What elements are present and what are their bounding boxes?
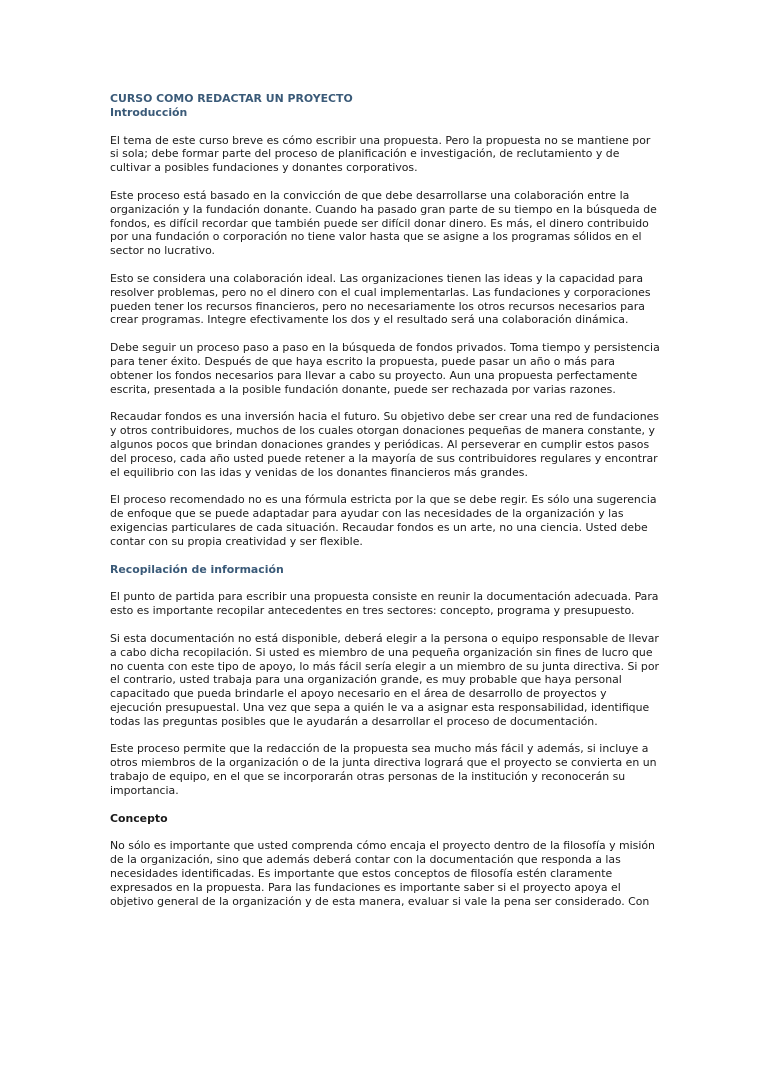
- document-title: CURSO COMO REDACTAR UN PROYECTO: [110, 92, 353, 105]
- intro-paragraph-4: Debe seguir un proceso paso a paso en la búsqueda de fondos privados. Toma tiempo y persistencia para tener éxito. Después de que haya escrito la propuesta, puede pasar un año o más para obtener los fondos necesarios para llevar a cabo su proyecto. Aun una propuesta perfectamente escrita, presentada a la posible fundación donante, puede ser rechazada por varias razones.: [110, 341, 660, 396]
- intro-paragraph-6: El proceso recomendado no es una fórmula estricta por la que se debe regir. Es sólo una sugerencia de enfoque que se puede adaptadar para ayudar con las necesidades de la organización y las exigencias particulares de cada situación. Recaudar fondos es un arte, no una ciencia. Usted debe contar con su propia creatividad y ser flexible.: [110, 493, 657, 548]
- intro-paragraph-3: Esto se considera una colaboración ideal. Las organizaciones tienen las ideas y la capacidad para resolver problemas, pero no el dinero con el cual implementarlas. Las fundaciones y corporaciones pueden tener los recursos financieros, pero no necesariamente los otros recursos necesarios para crear programas. Integre efectivamente los dos y el resultado será una colaboración dinámica.: [110, 271, 651, 327]
- recopilacion-paragraph-3: Este proceso permite que la redacción de la propuesta sea mucho más fácil y además, si incluye a otros miembros de la organización o de la junta directiva logrará que el proyecto se convierta en un trabajo de equipo, en el que se incorporarán otras personas de la institución y reconocerán su importancia.: [110, 742, 657, 797]
- concepto-paragraph-1: No sólo es importante que usted comprenda cómo encaja el proyecto dentro de la filosofía y misión de la organización, sino que además deberá contar con la documentación que responda a las necesidades identificadas. Es importante que estos conceptos de filosofía estén claramente expresados en la propuesta. Para las fundaciones es importante saber si el proyecto apoya el objetivo general de la organización y de esta manera, evaluar si vale la pena ser considerado. Con: [110, 839, 655, 908]
- intro-paragraph-5: Recaudar fondos es una inversión hacia el futuro. Su objetivo debe ser crear una red de fundaciones y otros contribuidores, muchos de los cuales otorgan donaciones pequeñas de manera constante, y algunos pocos que brindan donaciones grandes y periódicas. Al perseverar en cumplir estos pasos del proceso, cada año usted puede retener a la mayoría de sus contribuidores regulares y encontrar el equilibrio con las idas y venidas de los donantes financieros más grandes.: [110, 410, 659, 479]
- recopilacion-paragraph-2: Si esta documentación no está disponible, deberá elegir a la persona o equipo responsable de llevar a cabo dicha recopilación. Si usted es miembro de una pequeña organización sin fines de lucro que no cuenta con este tipo de apoyo, lo más fácil sería elegir a un miembro de su junta directiva. Si por el contrario, usted trabaja para una organización grande, es muy probable que haya personal capacitado que pueda brindarle el apoyo necesario en el área de desarrollo de proyectos y ejecución presupuestal. Una vez que sepa a quién le va a asignar esta responsabilidad, identifique todas las preguntas posibles que le ayudarán a desarrollar el proceso de documentación.: [110, 631, 659, 728]
- recopilacion-paragraph-1: El punto de partida para escribir una propuesta consiste en reunir la documentación adecuada. Para esto es importante recopilar antecedentes en tres sectores: concepto, programa y presupuesto.: [110, 590, 659, 618]
- section-heading-recopilacion: Recopilación de información: [110, 562, 284, 576]
- document-subtitle: Introducción: [110, 105, 188, 119]
- intro-paragraph-2: Este proceso está basado en la convicción de que debe desarrollarse una colaboración entre la organización y la fundación donante. Cuando ha pasado gran parte de su tiempo en la búsqueda de fondos, es difícil recordar que también puede ser difícil donar dinero. Es más, el dinero contribuido por una fundación o corporación no tiene valor hasta que se asigne a los programas sólidos en el sector no lucrativo.: [110, 188, 657, 258]
- document-page: [110, 92, 660, 922]
- section-heading-concepto: Concepto: [110, 811, 168, 825]
- intro-paragraph-1: El tema de este curso breve es cómo escribir una propuesta. Pero la propuesta no se mantiene por si sola; debe formar parte del proceso de planificación e investigación, de reclutamiento y de cultivar a posibles fundaciones y donantes corporativos.: [110, 133, 651, 175]
